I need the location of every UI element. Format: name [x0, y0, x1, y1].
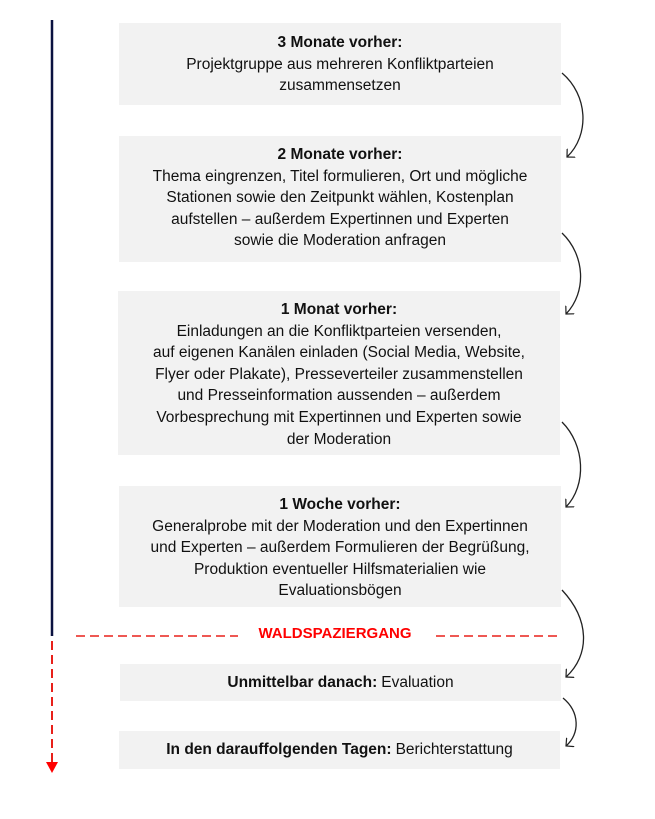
step-title: Unmittelbar danach: [227, 673, 378, 691]
step-title: 3 Monate vorher: [277, 34, 403, 51]
step-text: und Presseinformation aussenden – außerdem [177, 387, 501, 405]
step-text: Produktion eventueller Hilfsmaterialien wie [193, 560, 487, 578]
curved-arrow-icon [562, 590, 584, 677]
step-text: zusammensetzen [279, 77, 401, 95]
step-text: und Experten – außerdem Formulieren der Begrüßung, [150, 539, 530, 557]
event-marker-label: WALDSPAZIERGANG [258, 625, 412, 642]
step-title: 1 Woche vorher: [279, 496, 401, 513]
step-title: 1 Monat vorher: [280, 301, 398, 318]
step-text: Stationen sowie den Zeitpunkt wählen, Kostenplan [166, 189, 514, 207]
step-box-1-week [119, 486, 561, 607]
step-text: Einladungen an die Konfliktparteien versenden, [176, 322, 502, 340]
curved-arrow-icon [562, 422, 581, 507]
step-text: Evaluationsbögen [278, 582, 402, 600]
step-text: Generalprobe mit der Moderation und den Expertinnen [152, 517, 528, 535]
step-box-immediately-after [120, 664, 561, 701]
step-text: Projektgruppe aus mehreren Konfliktparteien [186, 55, 494, 73]
step-text: Vorbesprechung mit Expertinnen und Experten sowie [156, 408, 522, 426]
curved-arrow-icon [562, 73, 583, 157]
step-title: 2 Monate vorher: [277, 146, 403, 163]
step-text: Berichterstattung [395, 741, 513, 759]
step-box-following-days [119, 731, 560, 769]
step-box-3-months [119, 23, 561, 105]
curved-arrow-icon [562, 233, 581, 314]
step-text: auf eigenen Kanälen einladen (Social Media, Website, [153, 344, 525, 362]
step-text: sowie die Moderation anfragen [234, 232, 446, 250]
step-text: Flyer oder Plakate), Presseverteiler zusammenstellen [155, 365, 523, 383]
step-text: Thema eingrenzen, Titel formulieren, Ort und mögliche [152, 167, 528, 185]
step-box-2-months [119, 136, 561, 262]
timeline-arrow-icon [46, 762, 58, 773]
step-text: Evaluation [381, 673, 454, 691]
step-text: der Moderation [286, 430, 392, 448]
curved-arrow-icon [563, 698, 576, 746]
step-text: aufstellen – außerdem Expertinnen und Experten [171, 210, 509, 228]
step-title: In den darauffolgenden Tagen: [166, 741, 392, 759]
step-box-1-month [118, 291, 560, 455]
